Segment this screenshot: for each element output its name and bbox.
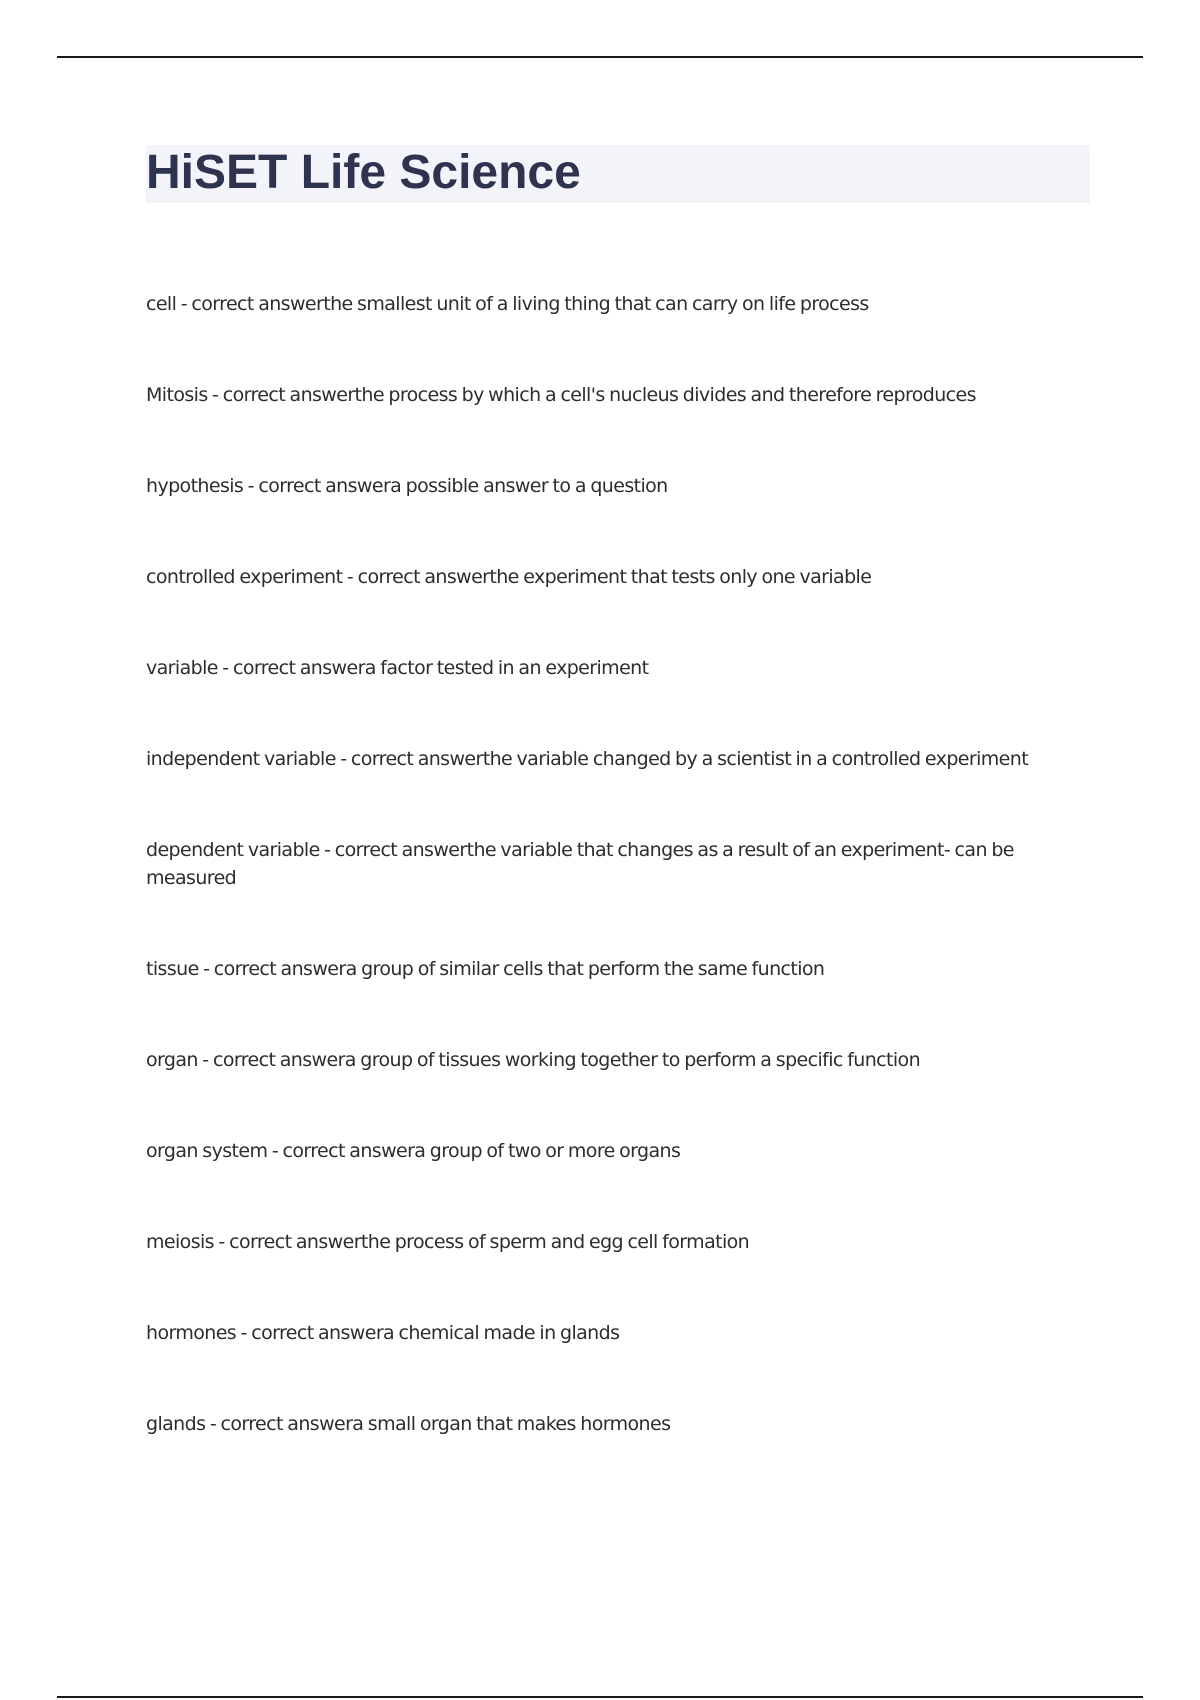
list-item: dependent variable - correct answerthe variable that changes as a result of an experiment- can be measured [146,839,1014,889]
list-item: Mitosis - correct answerthe process by which a cell's nucleus divides and therefore reproduces [146,384,976,406]
list-item: organ system - correct answera group of two or more organs [146,1140,681,1162]
list-item: organ - correct answera group of tissues working together to perform a specific function [146,1049,921,1071]
list-item: tissue - correct answera group of similar cells that perform the same function [146,958,825,980]
list-item: variable - correct answera factor tested in an experiment [146,657,649,679]
list-item: independent variable - correct answerthe variable changed by a scientist in a controlled experiment [146,748,1029,770]
list-item: glands - correct answera small organ that makes hormones [146,1413,671,1435]
list-item: meiosis - correct answerthe process of sperm and egg cell formation [146,1231,750,1253]
page-title: HiSET Life Science [146,146,581,199]
list-item: hypothesis - correct answera possible answer to a question [146,475,668,497]
top-rule [57,56,1143,58]
list-item: hormones - correct answera chemical made in glands [146,1322,620,1344]
list-item: cell - correct answerthe smallest unit of a living thing that can carry on life process [146,293,869,315]
entry-list [146,290,1076,1501]
bottom-rule [57,1696,1143,1698]
list-item: controlled experiment - correct answerthe experiment that tests only one variable [146,566,872,588]
